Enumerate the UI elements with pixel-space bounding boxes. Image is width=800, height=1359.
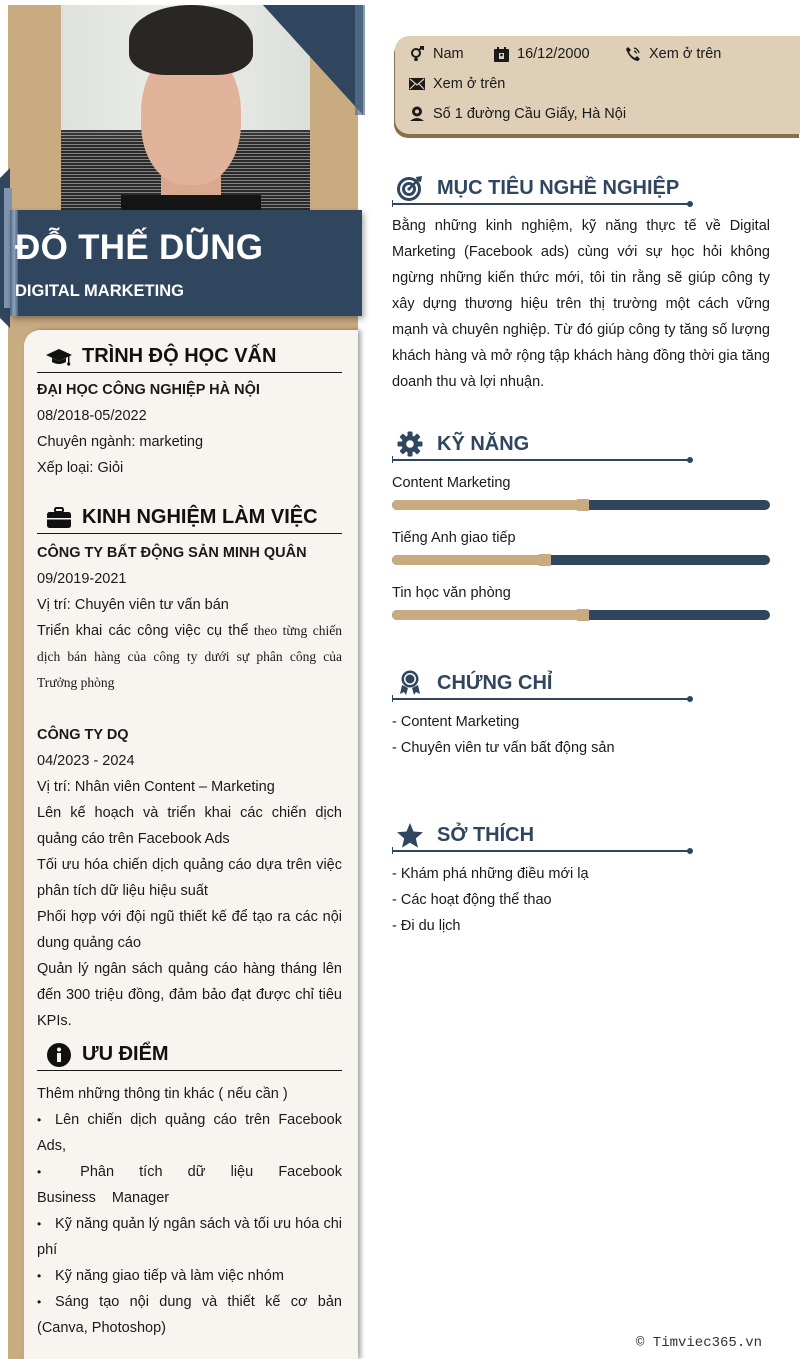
objective-heading: MỤC TIÊU NGHỀ NGHIỆP <box>437 177 680 199</box>
gender-icon <box>409 46 425 62</box>
strength-item: • Kỹ năng giao tiếp và làm việc nhóm <box>37 1263 342 1289</box>
footer-watermark: © Timviec365.vn <box>636 1335 763 1351</box>
objective-header <box>392 170 770 206</box>
education-heading: TRÌNH ĐỘ HỌC VẤN <box>82 345 277 367</box>
education-header <box>37 341 342 373</box>
certificates-header <box>392 665 770 701</box>
skill-level-marker <box>577 499 589 511</box>
hobby-item: - Khám phá những điều mới lạ <box>392 866 589 882</box>
education-grade: Xếp loại: Giỏi <box>37 460 124 476</box>
strength-item: • Kỹ năng quản lý ngân sách và tối ưu hóa chi phí <box>37 1211 342 1263</box>
briefcase-icon <box>46 506 72 530</box>
skill-level-fill <box>392 610 581 620</box>
strengths-intro: Thêm những thông tin khác ( nếu cần ) <box>37 1086 288 1102</box>
experience-section <box>37 502 342 1034</box>
contact-phone <box>625 46 721 62</box>
skill-item <box>392 580 770 620</box>
job-duty: Phối hợp với đội ngũ thiết kế để tạo ra các nội dung quảng cáo <box>37 909 342 951</box>
skills-list <box>392 462 770 620</box>
certificates-heading: CHỨNG CHỈ <box>437 672 553 694</box>
objective-text: Bằng những kinh nghiệm, kỹ năng thực tế về Digital Marketing (Facebook ads) cùng với sự học hỏi không ngừng những kiến thức mới, tôi tin rằng sẽ giúp công ty xây dựng thương hiệu trên thị trường một cách vững mạnh và chuyên nghiệp. Từ đó giúp công ty tăng số lượng khách hàng và mở rộng tập khách hàng đồng thời gia tăng doanh thu và lợi nhuận. <box>392 218 770 390</box>
hobby-item: - Đi du lịch <box>392 918 461 934</box>
skill-level-marker <box>539 554 551 566</box>
section-divider <box>392 850 690 852</box>
skills-section <box>392 426 770 635</box>
hobbies-heading: SỞ THÍCH <box>437 824 535 846</box>
calendar-icon <box>493 46 509 62</box>
photo-shirt <box>121 195 261 210</box>
strength-item: • Lên chiến dịch quảng cáo trên Facebook Ads, <box>37 1107 342 1159</box>
certificate-item: - Content Marketing <box>392 714 520 730</box>
skill-item <box>392 470 770 510</box>
job-position: Vị trí: Nhân viên Content – Marketing <box>37 779 275 795</box>
objective-section <box>392 170 770 395</box>
hobby-item: - Các hoạt động thể thao <box>392 892 552 908</box>
skill-name: Tin học văn phòng <box>392 585 511 601</box>
email-icon <box>409 76 425 92</box>
education-section <box>37 341 342 481</box>
gear-icon <box>396 430 424 458</box>
section-divider <box>392 203 690 205</box>
strengths-header <box>37 1039 342 1071</box>
education-major: Chuyên ngành: marketing <box>37 434 204 450</box>
certificates-section <box>392 665 770 761</box>
skills-header <box>392 426 770 462</box>
award-icon <box>396 669 424 697</box>
phone-value: Xem ở trên <box>649 46 722 62</box>
contact-address <box>409 106 626 122</box>
name-banner <box>10 210 362 316</box>
photo-hair <box>129 5 253 75</box>
hobbies-section <box>392 817 770 939</box>
gender-value: Nam <box>433 46 464 62</box>
skill-level-fill <box>392 500 581 510</box>
certificate-item: - Chuyên viên tư vấn bất động sản <box>392 740 615 756</box>
info-icon <box>46 1043 72 1067</box>
contact-email <box>409 76 505 92</box>
skills-heading: KỸ NĂNG <box>437 433 530 455</box>
phone-icon <box>625 46 641 62</box>
star-icon <box>396 821 424 849</box>
job-description-part2: theo từng chiến dịch bán hàng của công ty dưới sự phân công của Trưởng phòng <box>37 623 342 690</box>
job-duty: Quản lý ngân sách quảng cáo hàng tháng lên đến 300 triệu đồng, đảm bảo đạt được chỉ tiêu KPIs. <box>37 961 342 1029</box>
graduation-cap-icon <box>46 345 72 369</box>
section-divider <box>392 698 690 700</box>
strengths-heading: ƯU ĐIỂM <box>82 1043 169 1065</box>
job-description-part1: Triển khai các công việc cụ thể <box>37 623 249 639</box>
skill-level-fill <box>392 555 543 565</box>
job-duty: Lên kế hoạch và triển khai các chiến dịch quảng cáo trên Facebook Ads <box>37 805 342 847</box>
section-divider <box>392 459 690 461</box>
job-period: 04/2023 - 2024 <box>37 753 135 769</box>
education-period: 08/2018-05/2022 <box>37 408 147 424</box>
contact-gender <box>409 46 464 62</box>
job-duty: Tối ưu hóa chiến dịch quảng cáo dựa trên việc phân tích dữ liệu hiệu suất <box>37 857 342 899</box>
candidate-name: ĐỖ THẾ DŨNG <box>15 228 264 267</box>
skill-item <box>392 525 770 565</box>
strengths-section <box>37 1039 342 1341</box>
skill-bar <box>392 610 770 620</box>
skill-name: Content Marketing <box>392 475 511 491</box>
strength-item: • Phân tích dữ liệu Facebook Business Manager <box>37 1159 342 1211</box>
job-position: Vị trí: Chuyên viên tư vấn bán <box>37 597 229 613</box>
contact-birthday <box>493 46 590 62</box>
job-company: CÔNG TY DQ <box>37 727 129 743</box>
strength-item: • Sáng tạo nội dung và thiết kế cơ bản (Canva, Photoshop) <box>37 1289 342 1341</box>
address-value: Số 1 đường Cầu Giấy, Hà Nội <box>433 106 627 122</box>
job-period: 09/2019-2021 <box>37 571 127 587</box>
sidebar-card <box>24 330 358 1359</box>
birthday-value: 16/12/2000 <box>517 46 590 62</box>
skill-bar <box>392 555 770 565</box>
job-description <box>37 618 342 696</box>
location-icon <box>409 106 425 122</box>
experience-heading: KINH NGHIỆM LÀM VIỆC <box>82 506 318 528</box>
email-value: Xem ở trên <box>433 76 506 92</box>
skill-name: Tiếng Anh giao tiếp <box>392 530 516 546</box>
school-name: ĐẠI HỌC CÔNG NGHIỆP HÀ NỘI <box>37 382 260 398</box>
hobbies-header <box>392 817 770 853</box>
candidate-title: DIGITAL MARKETING <box>15 282 184 300</box>
skill-level-marker <box>577 609 589 621</box>
job-company: CÔNG TY BẤT ĐỘNG SẢN MINH QUÂN <box>37 545 307 561</box>
skill-bar <box>392 500 770 510</box>
target-icon <box>396 174 424 202</box>
ribbon-decoration-top <box>263 5 373 125</box>
contact-info-box <box>395 36 800 134</box>
experience-header <box>37 502 342 534</box>
